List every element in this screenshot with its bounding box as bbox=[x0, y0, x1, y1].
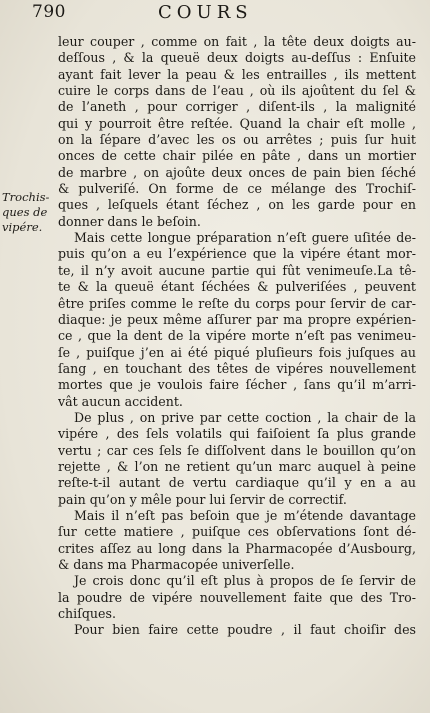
text-line: & pulveriſé. On forme de ce mélange des Trochiſ- bbox=[58, 181, 416, 197]
text-line: Pour bien faire cette poudre , il faut choiſir des bbox=[74, 622, 416, 638]
text-line: ce , que la dent de la vipére morte n’eſt pas venimeu- bbox=[58, 328, 416, 344]
text-line: Mais cette longue préparation n’eſt guere uſitée de- bbox=[74, 230, 416, 246]
text-line: rejette , & l’on ne retient qu’un marc auquel à peine bbox=[58, 458, 416, 474]
text-line: puis qu’on a eu l’expérience que la vipére étant mor- bbox=[58, 246, 416, 262]
text-line: onces de cette chair pilée en pâte , dans un mortier bbox=[58, 148, 416, 164]
text-line: & dans ma Pharmacopée univerſelle. bbox=[58, 557, 295, 572]
text-line: vipére , des ſels volatils qui faiſoient ſa plus grande bbox=[58, 426, 416, 442]
text-line: crites aſſez au long dans la Pharmacopée d’Ausbourg, bbox=[58, 540, 416, 556]
text-line: vertu ; car ces ſels ſe diſſolvent dans le bouillon qu’on bbox=[58, 442, 416, 458]
text-line: te & la queuë étant ſéchées & pulveriſées , peuvent bbox=[58, 279, 416, 295]
margin-note-line: Trochis- bbox=[2, 190, 50, 204]
body-text bbox=[58, 34, 416, 639]
margin-note-line: ques de bbox=[2, 205, 48, 219]
margin-note bbox=[2, 190, 58, 235]
text-line: Mais il n’eſt pas beſoin que je m’étende davantage bbox=[74, 507, 416, 523]
text-line: deſſous , & la queuë deux doigts au-deſſus : Enſuite bbox=[58, 50, 416, 66]
text-line: cuire le corps dans de l’eau , où ils ajoûtent du ſel & bbox=[58, 83, 416, 99]
page-header bbox=[8, 2, 422, 28]
text-line: de marbre , on ajoûte deux onces de pain bien ſéché bbox=[58, 164, 416, 180]
text-line: mortes que je voulois faire ſécher , ſans qu’il m’arri- bbox=[58, 377, 416, 393]
text-line: Je crois donc qu’il eſt plus à propos de ſe ſervir de bbox=[74, 573, 416, 589]
text-line: être priſes comme le reſte du corps pour ſervir de car- bbox=[58, 295, 416, 311]
text-line: diaque: je peux même aſſurer par ma propre expérien- bbox=[58, 311, 416, 327]
text-line: ſur cette matiere , puiſque ces obſervations ſont dé- bbox=[58, 524, 416, 540]
text-line: pain qu’on y mêle pour lui ſervir de correctif. bbox=[58, 491, 347, 507]
text-line: ayant fait lever la peau & les entrailles , ils mettent bbox=[58, 66, 416, 82]
text-line: chiſques. bbox=[58, 606, 116, 622]
margin-note-line: vipére. bbox=[2, 220, 43, 234]
text-line: ſang , en touchant des têtes de vipéres nouvellement bbox=[58, 360, 416, 376]
text-line: la poudre de vipére nouvellement faite que des Tro- bbox=[58, 589, 416, 605]
text-line: vât aucun accident. bbox=[58, 393, 183, 409]
text-line: on la ſépare d’avec les os ou arrêtes ; puis ſur huit bbox=[58, 132, 416, 148]
text-line: donner dans le beſoin. bbox=[58, 213, 201, 229]
text-line: leur couper , comme on fait , la tête deux doigts au- bbox=[58, 34, 416, 49]
text-line: te, il n’y avoit aucune partie qui fût venimeuſe.La tê- bbox=[58, 262, 416, 278]
text-line: reſte-t-il autant de vertu cardiaque qu’il y en a au bbox=[58, 475, 416, 491]
page-number: 790 bbox=[32, 2, 66, 22]
text-line: ſe , puiſque j’en ai été piqué pluſieurs fois juſques au bbox=[58, 344, 416, 360]
running-head: COURS bbox=[158, 2, 253, 23]
text-line: de l’aneth , pour corriger , diſent-ils , la malignité bbox=[58, 99, 416, 115]
text-line: qui y pourroit être reſtée. Quand la chair eſt molle , bbox=[58, 115, 416, 131]
text-line: ques , leſquels étant ſéchez , on les garde pour en bbox=[58, 197, 416, 213]
text-line: De plus , on prive par cette coction , la chair de la bbox=[74, 409, 416, 425]
